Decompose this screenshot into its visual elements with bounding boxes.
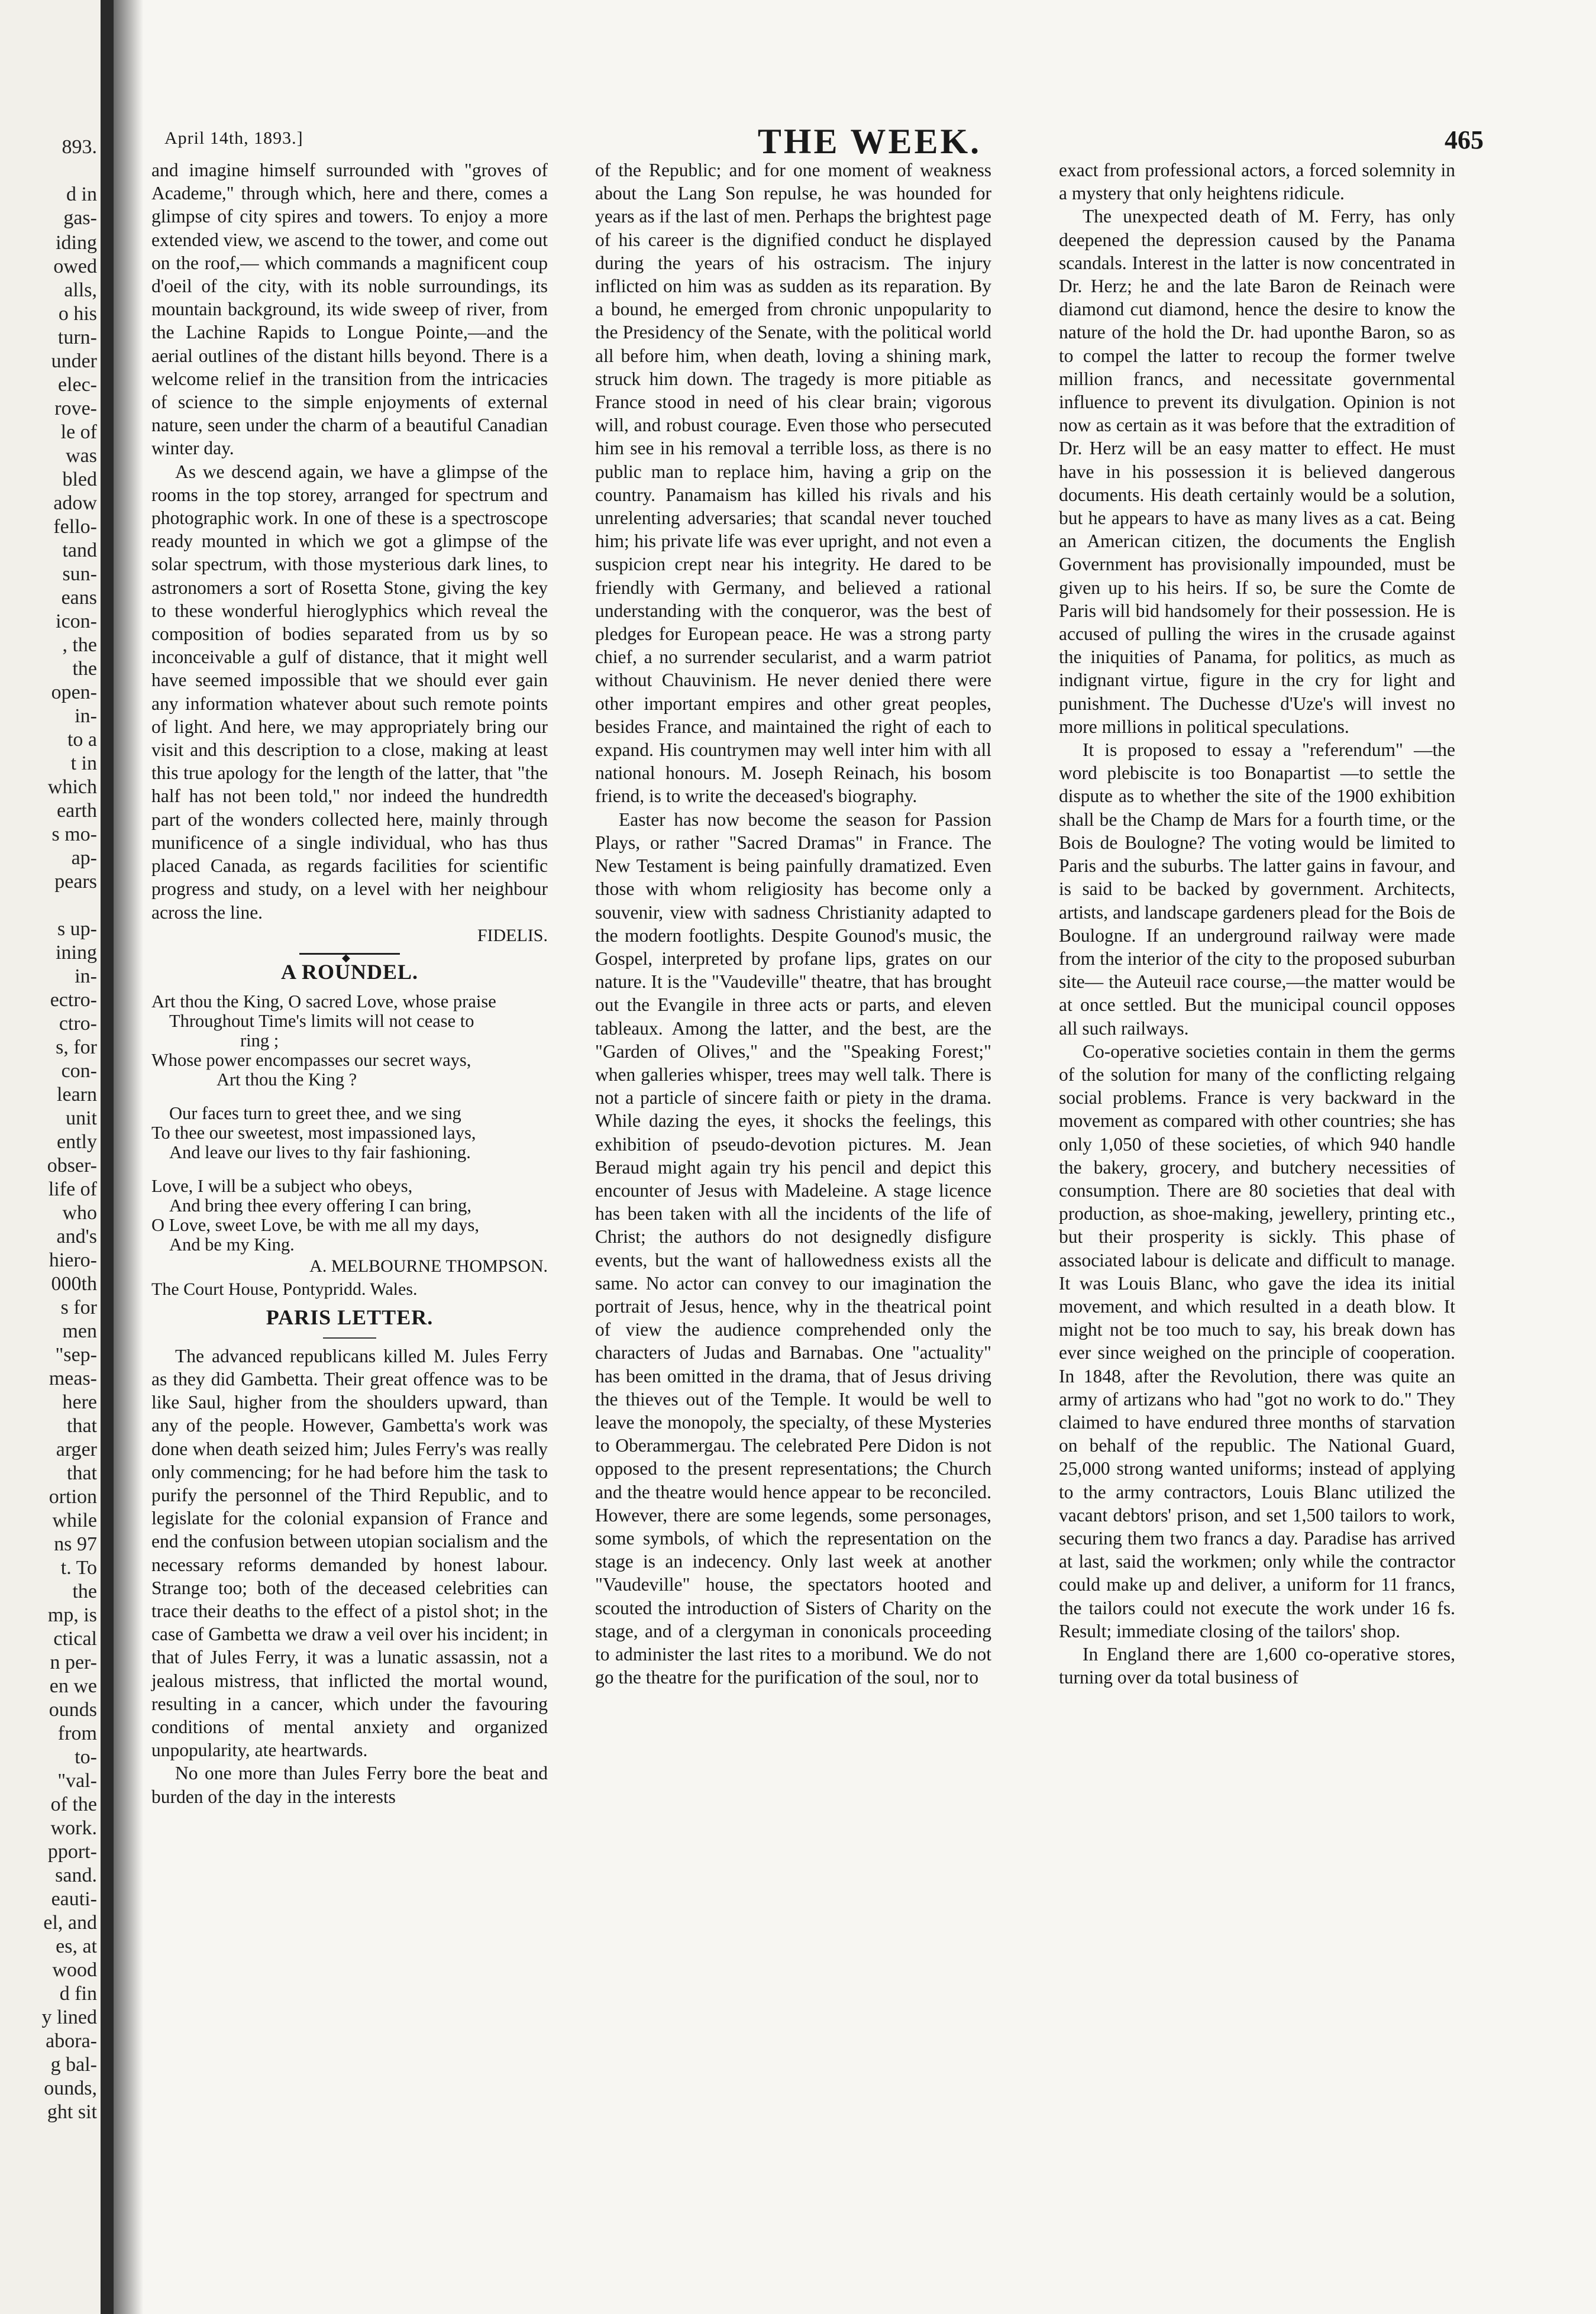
article-signature: FIDELIS.: [477, 925, 548, 945]
poem-line: Love, I will be a subject who obeys,: [151, 1176, 413, 1197]
adjacent-page-fragment: en we: [49, 1675, 97, 1697]
adjacent-page-fragment: ining: [56, 942, 97, 964]
article-paragraph: The unexpected death of M. Ferry, has only deepened the depression caused by the Panama scandals. Interest in the latter is now concentrated in Dr. Herz; he and the late Baron de Reinach were diamond cut diamond, hence the desire to know the nature of the hold the Dr. had uponthe Baron, so as to compel the latter to recoup the former twelve million francs, and necessitate governmental influence to prevent its divulgation. Opinion is not now as certain as it was before that the extradition of Dr. Herz will be an easy matter to effect. He must have in his possession it is believed dangerous documents. His death certainly would be a solution, but he appears to have as many lives as a cat. Being an American citizen, the documents the English Government has provisionally impounded, must be given up to his heirs. If so, be sure the Comte de Paris will bid handsomely for their possession. He is accused of pulling the wires in the crusade against the iniquities of Panama, for politics, as much as indignant virtue, figure in the cry for light and punishment. The Duchesse d'Uze's will invest no more millions in political speculations.: [1059, 206, 1455, 737]
poem-location: The Court House, Pontypridd. Wales.: [151, 1279, 418, 1300]
poem-line: And bring thee every offering I can bring,: [169, 1195, 471, 1216]
poem-line: And leave our lives to thy fair fashioning.: [169, 1142, 471, 1163]
adjacent-page-fragment: the: [72, 1581, 97, 1602]
adjacent-page-fragment: sun-: [62, 563, 97, 585]
adjacent-page-fragment: t in: [70, 752, 97, 774]
article-paragraph: No one more than Jules Ferry bore the beat and burden of the day in the interests: [151, 1763, 548, 1807]
adjacent-page-fragment: bled: [62, 468, 97, 490]
adjacent-page-fragment: ght sit: [47, 2101, 97, 2123]
poem-line: ring ;: [240, 1030, 279, 1051]
adjacent-page-fragment: el, and: [43, 1912, 97, 1934]
adjacent-page-fragment: life of: [48, 1178, 97, 1200]
adjacent-page-fragment: arger: [56, 1439, 97, 1460]
adjacent-page-fragment: here: [62, 1391, 97, 1413]
adjacent-page-strip: [0, 0, 114, 2314]
adjacent-page-fragment: to a: [67, 729, 97, 751]
article-paragraph: of the Republic; and for one moment of weakness about the Lang Son repulse, he was hounded for years as if the last of men. Perhaps the brightest page of his career is the dignified conduct he displayed during the years of his ostracism. The injury inflicted on him was as sudden as its reparation. By a bound, he emerged from chronic unpopularity to the Presidency of the Senate, with the political world all before him, when death, loving a shining mark, struck him down. The tragedy is more pitiable as France stood in need of his clear brain; vigorous will, and robust courage. Even those who persecuted him see in his removal a terrible loss, as there is no public man to replace him, having a grip on the country. Panamaism has killed his rivals and his unrelenting adversaries; that scandal never touched him; his private life was ever upright, and not even a suspicion crept near his integrity. He dared to be friendly with Germany, and believed a rational understanding with the conqueror, was the best of pledges for European peace. He was a strong party chief, a no surrender secularist, and a warm patriot without Chauvinism. He never denied there were other important empires and other great peoples, besides France, and maintained the right of each to expand. His countrymen may well inter him with all national honours. M. Joseph Reinach, his bosom friend, is to write the deceased's biography.: [595, 160, 991, 807]
adjacent-page-fragment: wood: [52, 1959, 97, 1981]
poem-author: A. MELBOURNE THOMPSON.: [309, 1256, 548, 1276]
adjacent-page-fragment: tand: [62, 539, 97, 561]
adjacent-page-fragment: under: [51, 350, 97, 372]
article-paragraph: It is proposed to essay a "referendum" —the word plebiscite is too Bonapartist —to settle the dispute as to whether the site of the 1900 exhibition shall be the Champ de Mars for a fourth time, or the Bois de Boulogne? The voting would be limited to Paris and the suburbs. The latter gains in favour, and is said to be backed by government. Architects, artists, and landscape gardeners plead for the Bois de Boulogne. If an underground railway were made from the interior of the city to the proposed suburban site— the Auteuil race course,—the matter would be at once settled. But the municipal council opposes all such railways.: [1059, 739, 1455, 1039]
binding-gutter: [114, 0, 143, 2314]
poem-line: Art thou the King, O sacred Love, whose praise: [151, 991, 496, 1012]
adjacent-page-fragment: gas-: [63, 207, 97, 229]
adjacent-page-fragment: s for: [60, 1297, 97, 1318]
adjacent-page-fragment: while: [52, 1510, 97, 1531]
adjacent-page-fragment: ently: [57, 1131, 97, 1153]
adjacent-page-fragment: o his: [58, 303, 97, 325]
adjacent-page-fragment: eauti-: [51, 1888, 97, 1910]
adjacent-page-fragment: elec-: [57, 374, 97, 396]
adjacent-page-fragment: s, for: [56, 1036, 97, 1058]
adjacent-page-fragment: hiero-: [49, 1249, 97, 1271]
adjacent-page-fragment: ortion: [49, 1486, 97, 1508]
adjacent-page-fragment: ounds: [49, 1699, 97, 1721]
adjacent-page-fragment: abora-: [46, 2030, 97, 2052]
adjacent-page-fragment: ctro-: [59, 1013, 97, 1035]
article-paragraph: The advanced republicans killed M. Jules Ferry as they did Gambetta. Their great offence was to be like Saul, higher from the shoulders upward, than any of the people. However, Gambetta's work was done when death seized him; Jules Ferry's was really only commencing; for he had before him the task to purify the personnel of the Third Republic, and to legislate for the colonial expansion of France and end the confusion between utopian socialism and the necessary reforms demanded by honest labour. Strange too; both of the deceased celebrities can trace their deaths to the effect of a pistol shot; in the case of Gambetta we draw a veil over his incident; in that of Jules Ferry, it was a lunatic assassin, not a jealous mistress, that inflicted the mortal wound, resulting in a cancer, which under the favouring conditions of mental anxiety and organized unpopularity, ate heartwards.: [151, 1345, 548, 1761]
column-3: [1059, 159, 1455, 1689]
article-paragraph: In England there are 1,600 co-operative stores, turning over da total business of: [1059, 1644, 1455, 1688]
adjacent-page-fragment: iding: [56, 232, 97, 254]
poem-line: Art thou the King ?: [217, 1069, 357, 1090]
article-paragraph: Co-operative societies contain in them the germs of the solution for many of the conflicting relgaing social problems. France is very backward in the movement as compared with other countries; she has only 1,050 of these societies, of which 940 handle the bakery, grocery, and butchery necessities of consumption. There are 80 societies that deal with production, as shoe-making, jewellery, printing etc., but their prosperity is sickly. This phase of associated labour is delicate and difficult to manage. It was Louis Blanc, who gave the idea its initial movement, and which resulted in a death blow. It might not be too much to say, his break down has ever since weighed on the principle of cooperation. In 1848, after the Revolution, there was quite an army of artizans who had "got no work to do." They claimed to have endured three months of starvation on behalf of the republic. The National Guard, 25,000 strong wanted uniforms; instead of applying to the army contractors, Louis Blanc utilized the vacant debtors' prison, and set 1,500 tailors to work, securing them two francs a day. Paradise has arrived at last, said the workmen; only while the contractor could make up and deliver, a uniform for 11 francs, the tailors could not execute the work under 16 fs. Result; immediate closing of the tailors' shop.: [1059, 1040, 1455, 1641]
column-2: [595, 159, 991, 1689]
poem-line: O Love, sweet Love, be with me all my days,: [151, 1215, 479, 1236]
adjacent-page-fragment: alls,: [64, 279, 97, 301]
title-underline: [323, 1337, 376, 1339]
poem-line: Our faces turn to greet thee, and we sing: [169, 1103, 461, 1124]
poem-line: Throughout Time's limits will not cease to: [169, 1011, 474, 1032]
poem-line: And be my King.: [169, 1234, 295, 1255]
adjacent-page-fragment: con-: [61, 1060, 97, 1082]
adjacent-page-fragment: owed: [53, 256, 97, 277]
adjacent-page-fragment: learn: [57, 1084, 97, 1106]
adjacent-page-fragment: was: [66, 445, 97, 467]
poem-line: To thee our sweetest, most impassioned lays,: [151, 1123, 476, 1143]
adjacent-page-fragment: mp, is: [47, 1604, 97, 1626]
adjacent-page-fragment: "sep-: [55, 1344, 97, 1366]
adjacent-page-fragment: 893.: [62, 136, 97, 158]
adjacent-page-fragment: men: [62, 1320, 97, 1342]
adjacent-page-fragment: and's: [56, 1226, 97, 1248]
adjacent-page-fragment: ctical: [53, 1628, 97, 1650]
article-paragraph: exact from professional actors, a forced solemnity in a mystery that only heightens ridicule.: [1059, 160, 1455, 204]
section-divider: [299, 953, 400, 955]
adjacent-page-fragment: ns 97: [54, 1533, 97, 1555]
adjacent-page-fragment: es, at: [56, 1935, 97, 1957]
adjacent-page-fragment: of the: [50, 1793, 97, 1815]
adjacent-page-fragment: n per-: [50, 1652, 97, 1673]
adjacent-page-fragment: ounds,: [44, 2077, 97, 2099]
adjacent-page-fragment: unit: [66, 1107, 97, 1129]
adjacent-page-fragment: the: [72, 658, 97, 680]
article-paragraph: Easter has now become the season for Passion Plays, or rather "Sacred Dramas" in France. The New Testament is being painfully dramatized. Even those with whom religiosity has become only a souvenir, view with sadness Christianity adapted to the modern footlights. Despite Gounod's music, the Gospel, interpreted by profane lips, grates on our nature. It is the "Vaudeville" theatre, that has brought out the Evangile in three acts or parts, and eleven tableaux. Among the latter, and the best, are the "Garden of Olives," and the "Speaking Forest;" when galleries whisper, trees may well talk. There is not a particle of sincere faith or piety in the drama. While dazing the eyes, it shocks the feelings, this exhibition of pseudo-devotion pictures. M. Jean Beraud might again try his pencil and depict this encounter of Jesus with Madeleine. A stage licence has been taken with all the incidents of the life of Christ; the authors do not designedly disfigure events, but the want of hallowedness exists all the same. No actor can convey to our imagination the portrait of Jesus, hence, why in the theatrical point of view the audience comprehended only the characters of Judas and Barnabas. One "actuality" has been omitted in the drama, that of Jesus driving the thieves out of the Temple. It would be well to leave the monopoly, the specialty, of these Mysteries to Oberammergau. The celebrated Pere Didon is not opposed to the present representations; the Church and the theatre would hence appear to be reconciled. However, there are some legends, some personages, some symbols, of which the representation on the stage is an indecency. Only last week at another "Vaudeville" house, the spectators hooted and scouted the introduction of Sisters of Charity on the stage, and of a clergyman in cononicals proceeding to administer the last rites to a moribund. We do not go the theatre for the purification of the soul, nor to: [595, 809, 991, 1688]
masthead-title: THE WEEK.: [757, 122, 982, 161]
issue-date: April 14th, 1893.]: [164, 128, 303, 148]
adjacent-page-fragment: turn-: [57, 327, 97, 348]
page-number: 465: [1445, 125, 1484, 154]
adjacent-page-fragment: who: [62, 1202, 97, 1224]
adjacent-page-fragment: d in: [66, 183, 97, 205]
adjacent-page-fragment: that: [67, 1462, 97, 1484]
poem-line: Whose power encompasses our secret ways,: [151, 1050, 471, 1071]
adjacent-page-fragment: adow: [53, 492, 97, 514]
adjacent-page-fragment: rove-: [54, 397, 97, 419]
adjacent-page-fragment: work.: [50, 1817, 97, 1839]
adjacent-page-fragment: s mo-: [51, 823, 97, 845]
adjacent-page-fragment: from: [57, 1722, 97, 1744]
adjacent-page-fragment: earth: [57, 800, 97, 822]
roundel-title: A ROUNDEL.: [280, 959, 419, 984]
adjacent-page-fragment: open-: [51, 681, 97, 703]
adjacent-page-fragment: which: [47, 776, 97, 798]
adjacent-page-fragment: s up-: [57, 918, 97, 940]
adjacent-page-fragment: in-: [75, 705, 97, 727]
adjacent-page-fragment: ectro-: [50, 989, 97, 1011]
adjacent-page-fragment: le of: [60, 421, 97, 443]
newspaper-page: [143, 0, 1596, 2314]
adjacent-page-fragment: 000th: [51, 1273, 97, 1295]
adjacent-page-fragment: in-: [75, 965, 97, 987]
adjacent-page-fragment: pport-: [47, 1841, 97, 1863]
adjacent-page-fragment: t. To: [60, 1557, 97, 1579]
paris-letter-title: PARIS LETTER.: [266, 1305, 434, 1329]
adjacent-page-fragment: g bal-: [50, 2054, 97, 2076]
adjacent-page-fragment: that: [67, 1415, 97, 1437]
column-1: [151, 159, 548, 1808]
adjacent-page-fragment: d fin: [59, 1983, 97, 2005]
adjacent-page-fragment: eans: [61, 587, 97, 609]
adjacent-page-fragment: , the: [62, 634, 97, 656]
adjacent-page-fragment: sand.: [55, 1864, 97, 1886]
adjacent-page-fragment: icon-: [56, 610, 97, 632]
article-paragraph: As we descend again, we have a glimpse of the rooms in the top storey, arranged for spectrum and photographic work. In one of these is a spectroscope ready mounted in which we got a glimpse of the solar spectrum, with those mysterious dark lines, to astronomers a sort of Rosetta Stone, giving the key to these wonderful hieroglyphics which reveal the composition of bodies separated from us by so inconceivable a gulf of distance, that it might well have seemed impossible that we should ever gain any information whatever about such remote points of light. And here, we may appropriately bring our visit and this description to a close, making at least this true apology for the length of the latter, that "the half has not been told," nor indeed the hundredth part of the wonders collected here, mainly through munificence of a single individual, who has thus placed Canada, as regards facilities for scientific progress and study, on a level with her neighbour across the line.: [151, 461, 548, 923]
roundel-poem: [151, 992, 548, 1255]
adjacent-page-fragment: ap-: [71, 847, 97, 869]
adjacent-page-fragment: "val-: [57, 1770, 97, 1792]
article-paragraph: and imagine himself surrounded with "groves of Academe," through which, here and there, comes a glimpse of city spires and towers. To enjoy a more extended view, we ascend to the tower, and come out on the roof,— which commands a magnificent coup d'oeil of the city, with its noble surroundings, its mountain background, its wide sweep of river, from the Lachine Rapids to Longue Pointe,—and the aerial outlines of the distant hills beyond. There is a welcome relief in the transition from the intricacies of science to the simple enjoyments of external nature, seen under the charm of a beautiful Canadian winter day.: [151, 160, 548, 459]
adjacent-page-fragment: fello-: [53, 516, 97, 538]
adjacent-page-fragment: y lined: [41, 2006, 97, 2028]
adjacent-page-fragment: obser-: [47, 1155, 97, 1177]
adjacent-page-fragment: pears: [54, 871, 97, 893]
adjacent-page-fragment: meas-: [49, 1368, 97, 1389]
adjacent-page-fragment: to-: [75, 1746, 97, 1768]
